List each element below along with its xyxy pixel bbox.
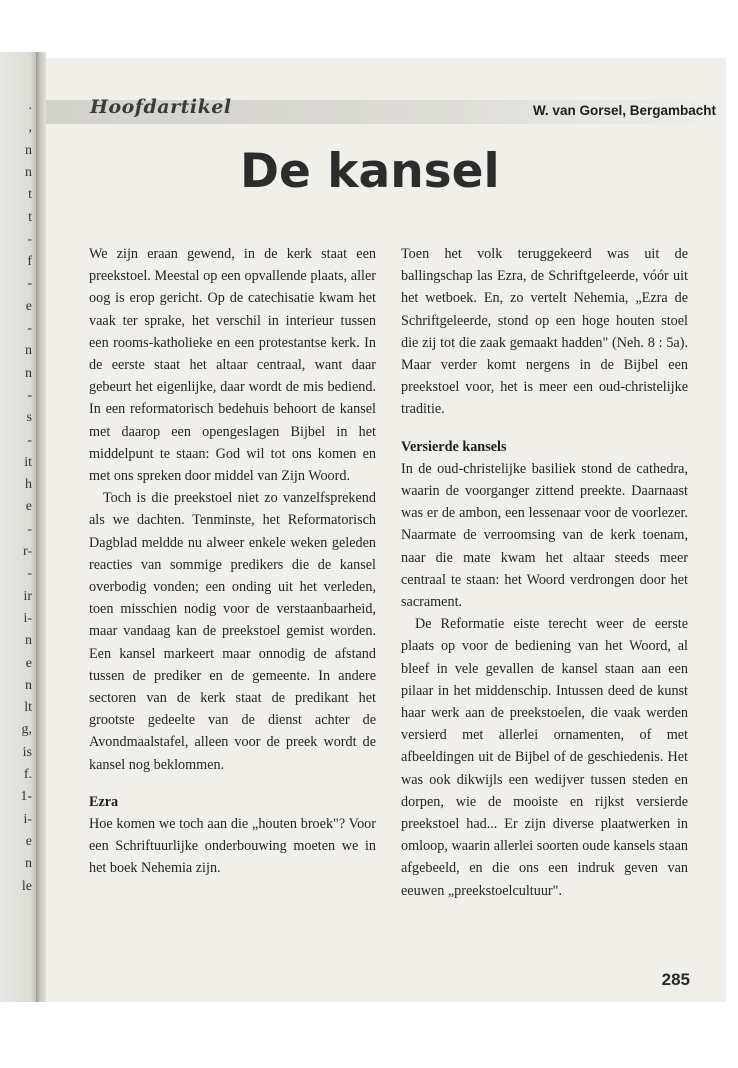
previous-page-fragment: g, — [21, 722, 32, 738]
previous-page-fragment: n — [25, 633, 32, 649]
previous-page-fragment: n — [25, 343, 32, 359]
previous-page-fragment: . — [28, 98, 32, 113]
subheading-ezra: Ezra — [89, 793, 119, 810]
previous-page-fragment: e — [25, 298, 32, 314]
previous-page-fragment: - — [27, 276, 32, 292]
paragraph: Toch is die preekstoel niet zo vanzelfsprekend als we dachten. Tenminste, het Reformatorisch Dagblad meldde nu alweer enkele weken geleden reacties van sommige predikers die de kansel overbodig vonden; een onding uit het verleden, toen misschien nodig voor de verstaanbaarheid, maar vandaag kan de preekstoel gemist worden. Een kansel markeert maar onnodig de afstand tussen de prediker en de gemeente. In andere sectoren van de kerk staat de predikant het grootste gedeelte van de dienst achter de Avondmaalstafel, alleen voor de preek wordt de kansel nog beklommen. — [89, 490, 376, 773]
previous-page-fragment: n — [25, 365, 32, 381]
previous-page-fragment: - — [27, 231, 32, 247]
paragraph: We zijn eraan gewend, in de kerk staat een preekstoel. Meestal op een opvallende plaats, aller oog is erop gericht. Op de catechisatie kwam het vaak ter sprake, het verschil in interieur tussen een rooms-katholieke en een protestantse kerk. In de eerste staat het altaar centraal, want daar gebeurt het eigenlijke, daar wordt de mis bediend. In een reformatorisch bedehuis behoort de kansel met daarop een opengeslagen Bijbel in het middelpunt te staan: God wil tot ons komen en met ons spreken door middel van Zijn Woord. — [89, 246, 376, 485]
page-number: 285 — [661, 970, 690, 989]
previous-page-fragment: e — [25, 499, 32, 515]
previous-page-fragment: n — [25, 142, 32, 158]
previous-page-fragment: n — [25, 677, 32, 693]
previous-page-fragment: 1- — [20, 789, 32, 805]
previous-page-fragment: it — [24, 454, 32, 470]
author-byline: W. van Gorsel, Bergambacht — [532, 103, 716, 118]
article-column-right — [401, 243, 688, 902]
previous-page-fragment: t — [28, 187, 32, 203]
previous-page-fragment: - — [27, 321, 32, 336]
previous-page-fragment: i- — [23, 610, 32, 626]
paragraph: In de oud-christelijke basiliek stond de cathedra, waarin de voorganger zittend preekte. Daarnaast was er de ambon, een lessenaar voor de voorlezer. Naarmate de verroomsing van de kerk toenam, naar die mate kwam het altaar steeds meer centraal te staan: het Woord verdrongen door het sacrament. — [401, 460, 688, 611]
previous-page-fragment: r- — [22, 544, 32, 559]
paragraph: De Reformatie eiste terecht weer de eerste plaats op voor de bediening van het Woord, al bleef in vele gevallen de kansel staan aan een pilaar in het middenschip. Intussen deed de kunst haar werk aan de preekstoelen, die vaak werden versierd met allerlei ornamenten, of met afbeeldingen uit de Bijbel of de geschiedenis. Het was ook dikwijls een wedijver tussen steden en dorpen, wie de mooiste en rijkst versierde preekstoel had... Er zijn diverse plaatwerken in omloop, waarin allerlei soorten oude kansels staan afgebeeld, en die ons een indruk geven van eeuwen „preekstoelcultuur". — [401, 616, 688, 899]
book-gutter — [36, 52, 46, 1002]
subheading-versierde-kansels: Versierde kansels — [401, 438, 507, 455]
previous-page-fragment: f — [27, 254, 32, 270]
paragraph: Toen het volk teruggekeerd was uit de ballingschap las Ezra, de Schriftgeleerde, vóór uit het wetboek. En, zo vertelt Nehemia, „Ezra de Schriftgeleerde, stond op een hoge houten stoel die zij tot die zaak gemaakt hadden" (Neh. 8 : 5a). Maar verder komt nergens in de Bijbel een preekstoel voor, het is meer een oud-christelijke traditie. — [401, 246, 688, 418]
previous-page-fragment: - — [27, 387, 32, 403]
previous-page-fragment: ir — [23, 588, 32, 604]
previous-page-fragment: s — [26, 410, 32, 426]
previous-page-fragment: i- — [23, 811, 32, 827]
previous-page-fragment: n — [25, 164, 32, 180]
previous-page-fragment: h — [25, 477, 32, 493]
paragraph: Hoe komen we toch aan die „houten broek"? Voor een Schriftuurlijke onderbouwing moeten we in het boek Nehemia zijn. — [89, 816, 376, 877]
previous-page-fragment: lt — [24, 700, 32, 716]
previous-page-fragment: e — [25, 833, 32, 849]
section-label: Hoofdartikel — [90, 96, 232, 118]
previous-page-fragment: f. — [23, 767, 32, 782]
previous-page-fragment: le — [21, 878, 32, 894]
previous-page-fragment: - — [27, 432, 32, 448]
previous-page-fragment: n — [25, 856, 32, 872]
previous-page-fragment: is — [22, 744, 32, 760]
previous-page-fragment: - — [27, 566, 32, 582]
previous-page-fragment: e — [25, 655, 32, 671]
previous-page-fragment: t — [28, 209, 32, 225]
article-title: De kansel — [240, 144, 500, 199]
article-column-left — [89, 243, 376, 880]
previous-page-fragment: , — [28, 120, 32, 136]
previous-page-fragment: - — [27, 521, 32, 537]
